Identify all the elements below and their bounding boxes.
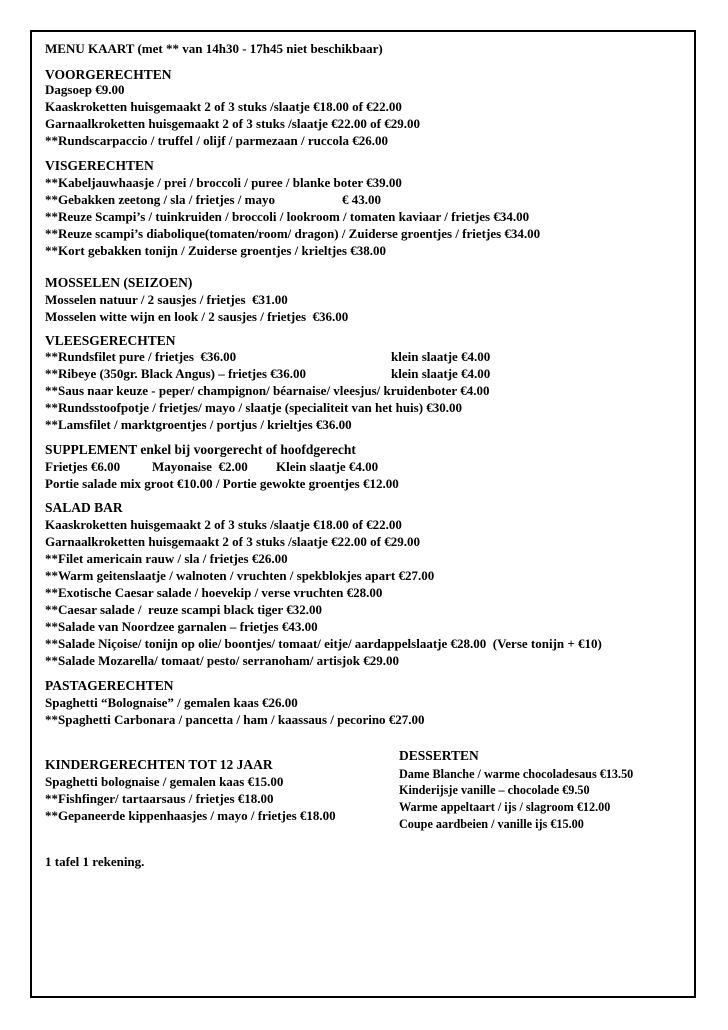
menu-item: **Fishfinger/ tartaarsaus / frietjes €18.00 — [45, 791, 274, 806]
menu-item: **Kort gebakken tonijn / Zuiderse groentjes / krieltjes €38.00 — [45, 243, 386, 258]
menu-item: **Reuze Scampi’s / tuinkruiden / broccoli / lookroom / tomaten kaviaar / frietjes €34.00 — [45, 209, 530, 224]
menu-item: **Saus naar keuze - peper/ champignon/ béarnaise/ vleesjus/ kruidenboter €4.00 — [45, 383, 490, 398]
menu-item-side: klein slaatje €4.00 — [391, 366, 491, 381]
menu-item: **Lamsfilet / marktgroentjes / portjus / krieltjes €36.00 — [45, 417, 352, 432]
menu-item: **Exotische Caesar salade / hoevekip / verse vruchten €28.00 — [45, 585, 383, 600]
menu-item: Kaaskroketten huisgemaakt 2 of 3 stuks /slaatje €18.00 of €22.00 — [45, 517, 402, 532]
menu-item: **Salade Mozarella/ tomaat/ pesto/ serranoham/ artisjok €29.00 — [45, 653, 399, 668]
menu-item: Kaaskroketten huisgemaakt 2 of 3 stuks /slaatje €18.00 of €22.00 — [45, 99, 402, 114]
menu-item: **Gepaneerde kippenhaasjes / mayo / frietjes €18.00 — [45, 808, 336, 823]
menu-item: **Rundsfilet pure / frietjes €36.00 — [45, 349, 237, 364]
menu-item: Coupe aardbeien / vanille ijs €15.00 — [399, 817, 584, 831]
menu-item-price: € 43.00 — [342, 192, 381, 207]
menu-item: **Rundsstoofpotje / frietjes/ mayo / slaatje (specialiteit van het huis) €30.00 — [45, 400, 463, 415]
section-title-pasta: PASTAGERECHTEN — [45, 678, 174, 693]
section-title-vleesgerechten: VLEESGERECHTEN — [45, 333, 176, 348]
section-title-voorgerechten: VOORGERECHTEN — [45, 67, 172, 82]
menu-item: Dagsoep €9.00 — [45, 82, 125, 97]
menu-item: Spaghetti bolognaise / gemalen kaas €15.00 — [45, 774, 284, 789]
menu-item-side: klein slaatje €4.00 — [391, 349, 491, 364]
menu-item: Garnaalkroketten huisgemaakt 2 of 3 stuks /slaatje €22.00 of €29.00 — [45, 116, 420, 131]
section-title-mosselen: MOSSELEN (SEIZOEN) — [45, 275, 193, 290]
menu-item: **Kabeljauwhaasje / prei / broccoli / puree / blanke boter €39.00 — [45, 175, 402, 190]
menu-item: Warme appeltaart / ijs / slagroom €12.00 — [399, 800, 611, 814]
footer-note: 1 tafel 1 rekening. — [45, 854, 145, 869]
section-title-salad-bar: SALAD BAR — [45, 500, 123, 515]
menu-item: **Salade van Noordzee garnalen – frietjes €43.00 — [45, 619, 318, 634]
menu-item: **Caesar salade / reuze scampi black tiger €32.00 — [45, 602, 322, 617]
section-title-desserten: DESSERTEN — [399, 748, 479, 763]
menu-item: **Filet americain rauw / sla / frietjes €26.00 — [45, 551, 288, 566]
menu-item: **Salade Niçoise/ tonijn op olie/ boontjes/ tomaat/ eitje/ aardappelslaatje €28.00 (Verse tonijn + €10) — [45, 636, 602, 651]
menu-header: MENU KAART (met ** van 14h30 - 17h45 niet beschikbaar) — [45, 41, 383, 56]
supplement-slaatje: Klein slaatje €4.00 — [276, 459, 379, 474]
menu-item: Dame Blanche / warme chocoladesaus €13.50 — [399, 767, 634, 781]
menu-item: Mosselen witte wijn en look / 2 sausjes / frietjes €36.00 — [45, 309, 349, 324]
menu-item: Kinderijsje vanille – chocolade €9.50 — [399, 783, 590, 797]
menu-item: Mosselen natuur / 2 sausjes / frietjes €31.00 — [45, 292, 288, 307]
menu-item: **Spaghetti Carbonara / pancetta / ham / kaassaus / pecorino €27.00 — [45, 712, 425, 727]
section-title-kindergerechten: KINDERGERECHTEN TOT 12 JAAR — [45, 757, 273, 772]
menu-item: Spaghetti “Bolognaise” / gemalen kaas €26.00 — [45, 695, 298, 710]
supplement-frietjes: Frietjes €6.00 — [45, 459, 121, 474]
menu-item: **Reuze scampi’s diabolique(tomaten/room/ dragon) / Zuiderse groentjes / frietjes €34.00 — [45, 226, 541, 241]
menu-item: **Gebakken zeetong / sla / frietjes / mayo — [45, 192, 275, 207]
section-title-visgerechten: VISGERECHTEN — [45, 158, 154, 173]
menu-item: **Warm geitenslaatje / walnoten / vruchten / spekblokjes apart €27.00 — [45, 568, 435, 583]
menu-item: **Rundscarpaccio / truffel / olijf / parmezaan / ruccola €26.00 — [45, 133, 389, 148]
supplement-mayonaise: Mayonaise €2.00 — [152, 459, 248, 474]
menu-item: **Ribeye (350gr. Black Angus) – frietjes €36.00 — [45, 366, 306, 381]
supplement-portie: Portie salade mix groot €10.00 / Portie gewokte groentjes €12.00 — [45, 476, 399, 491]
section-title-supplement: SUPPLEMENT enkel bij voorgerecht of hoofdgerecht — [45, 442, 356, 457]
menu-item: Garnaalkroketten huisgemaakt 2 of 3 stuks /slaatje €22.00 of €29.00 — [45, 534, 420, 549]
